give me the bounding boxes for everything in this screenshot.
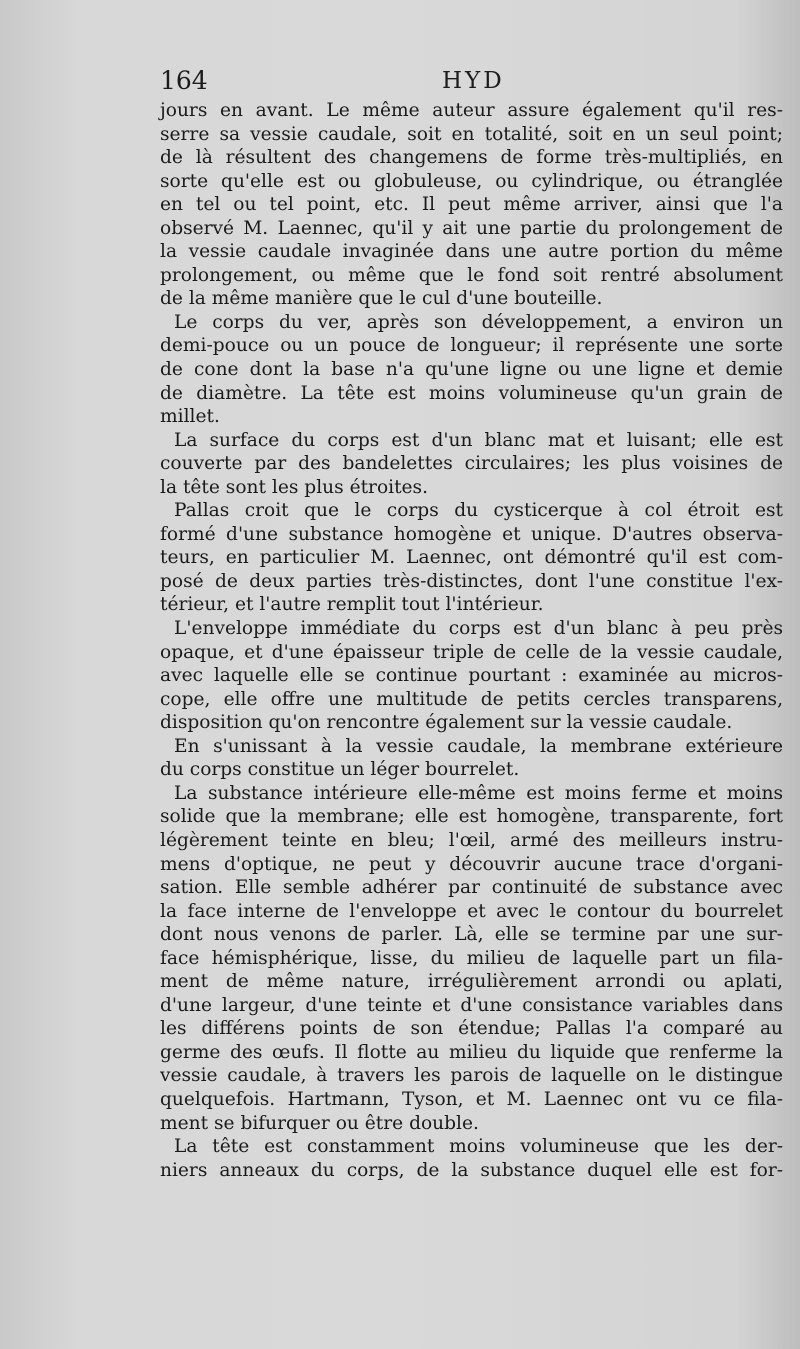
text-line: de la même manière que le cul d'une bouteille. — [160, 288, 603, 310]
text-line: prolongement, ou même que le fond soit rentré absolument — [160, 264, 783, 286]
text-line: de là résultent des changemens de forme très-multipliés, en — [160, 147, 783, 169]
text-line: millet. — [160, 406, 220, 428]
text-line: ment se bifurquer ou être double. — [160, 1112, 479, 1134]
text-line: dont nous venons de parler. Là, elle se termine par une sur- — [160, 924, 783, 946]
text-line: ment de même nature, irrégulièrement arrondi ou aplati, — [160, 971, 783, 993]
text-line: les différens points de son étendue; Pallas l'a comparé au — [160, 1018, 783, 1040]
text-line: observé M. Laennec, qu'il y ait une partie du prolongement de — [160, 217, 783, 239]
text-line: niers anneaux du corps, de la substance duquel elle est for- — [160, 1159, 783, 1181]
text-line: opaque, et d'une épaisseur triple de celle de la vessie caudale, — [160, 641, 783, 663]
text-line: L'enveloppe immédiate du corps est d'un blanc à peu près — [174, 618, 783, 640]
text-line: face hémisphérique, lisse, du milieu de laquelle part un fila- — [160, 947, 783, 969]
page-header — [160, 66, 780, 100]
text-line: demi-pouce ou un pouce de longueur; il représente une sorte — [160, 335, 783, 357]
text-line: formé d'une substance homogène et unique. D'autres observa- — [160, 523, 783, 545]
text-line: sation. Elle semble adhérer par continuité de substance avec — [160, 877, 783, 899]
text-line: disposition qu'on rencontre également sur la vessie caudale. — [160, 712, 733, 734]
text-line: de cone dont la base n'a qu'une ligne ou une ligne et demie — [160, 359, 783, 381]
text-line: Le corps du ver, après son développement, a environ un — [174, 311, 783, 333]
page-number: 164 — [160, 66, 208, 95]
text-line: La substance intérieure elle-même est moins ferme et moins — [174, 782, 783, 804]
text-line: La tête est constamment moins volumineuse que les der- — [174, 1136, 783, 1158]
text-line: la tête sont les plus étroites. — [160, 476, 429, 498]
text-line: En s'unissant à la vessie caudale, la membrane extérieure — [174, 735, 783, 757]
text-line: mens d'optique, ne peut y découvrir aucune trace d'organi- — [160, 853, 783, 875]
text-line: la face interne de l'enveloppe et avec le contour du bourrelet — [160, 900, 783, 922]
text-line: Pallas croit que le corps du cysticerque à col étroit est — [174, 500, 783, 522]
text-line: sorte qu'elle est ou globuleuse, ou cylindrique, ou étranglée — [160, 170, 783, 192]
text-line: quelquefois. Hartmann, Tyson, et M. Laennec ont vu ce fila- — [160, 1088, 783, 1110]
text-line: couverte par des bandelettes circulaires; les plus voisines de — [160, 453, 783, 475]
text-line: d'une largeur, d'une teinte et d'une consistance variables dans — [160, 994, 783, 1016]
text-line: en tel ou tel point, etc. Il peut même arriver, ainsi que l'a — [160, 194, 783, 216]
text-line: vessie caudale, à travers les parois de laquelle on le distingue — [160, 1065, 783, 1087]
text-line: cope, elle offre une multitude de petits cercles transparens, — [160, 688, 783, 710]
text-line: teurs, en particulier M. Laennec, ont démontré qu'il est com- — [160, 547, 783, 569]
body-text — [160, 99, 783, 1182]
text-line: la vessie caudale invaginée dans une autre portion du même — [160, 241, 783, 263]
text-line: serre sa vessie caudale, soit en totalité, soit en un seul point; — [160, 123, 783, 145]
text-line: légèrement teinte en bleu; l'œil, armé des meilleurs instru- — [160, 829, 783, 851]
text-line: solide que la membrane; elle est homogène, transparente, fort — [160, 806, 783, 828]
text-line: La surface du corps est d'un blanc mat et luisant; elle est — [174, 429, 783, 451]
text-line: de diamètre. La tête est moins volumineuse qu'un grain de — [160, 382, 783, 404]
text-line: jours en avant. Le même auteur assure également qu'il res- — [160, 100, 783, 121]
text-line: germe des œufs. Il flotte au milieu du liquide que renferme la — [160, 1041, 783, 1063]
text-line: du corps constitue un léger bourrelet. — [160, 759, 520, 781]
text-line: térieur, et l'autre remplit tout l'intérieur. — [160, 594, 544, 616]
text-line: posé de deux parties très-distinctes, dont l'une constitue l'ex- — [160, 570, 783, 592]
running-head: HYD — [442, 68, 505, 94]
text-line: avec laquelle elle se continue pourtant : examinée au micros- — [160, 665, 783, 687]
